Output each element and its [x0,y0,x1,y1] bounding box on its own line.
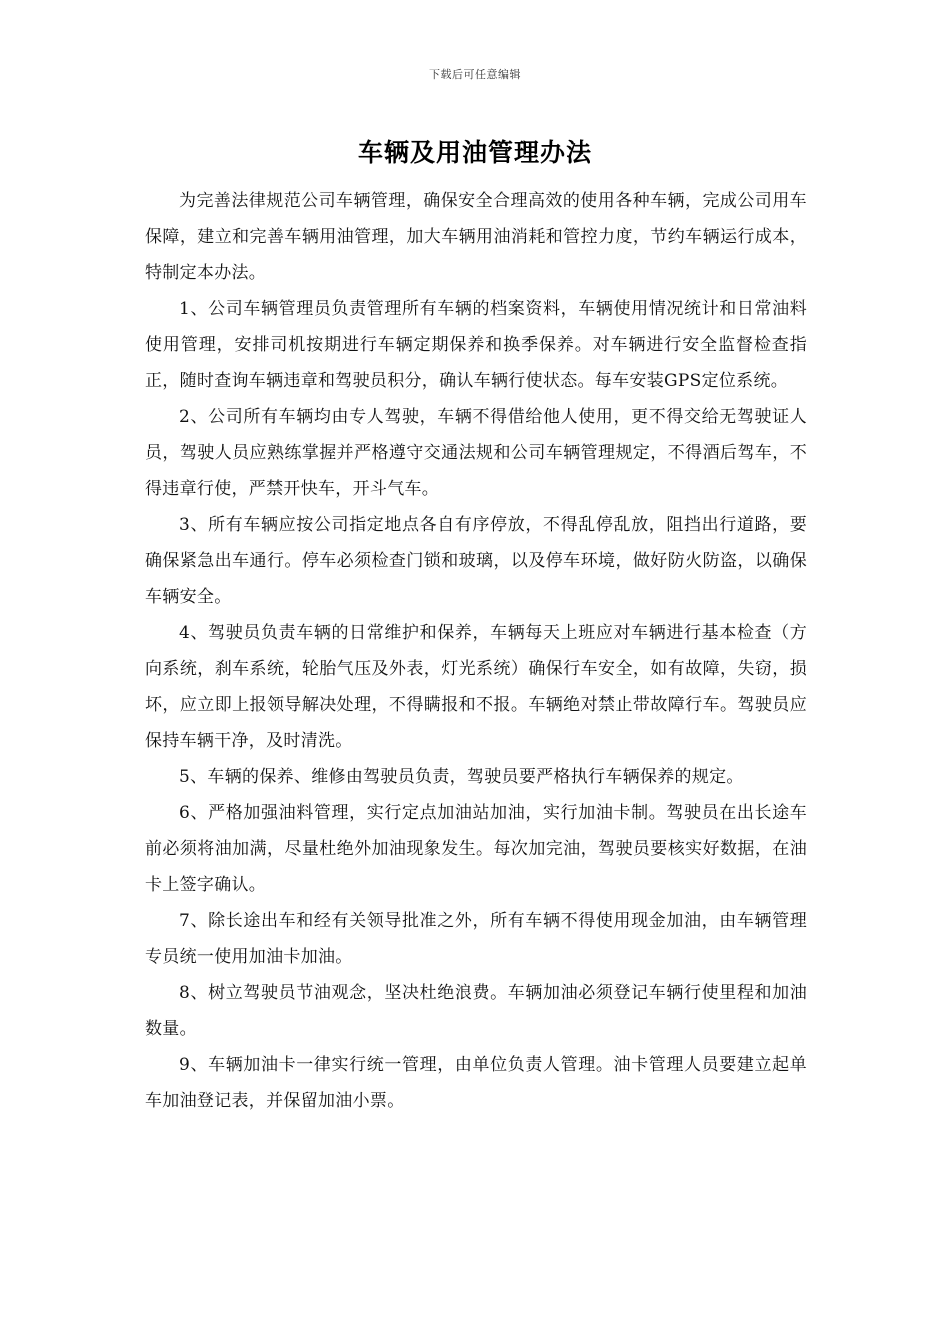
paragraph-item-3: 3、所有车辆应按公司指定地点各自有序停放，不得乱停乱放，阻挡出行道路，要确保紧急出车通行。停车必须检查门锁和玻璃，以及停车环境，做好防火防盗，以确保车辆安全。 [145,515,807,607]
paragraph-item-4: 4、驾驶员负责车辆的日常维护和保养，车辆每天上班应对车辆进行基本检查（方向系统，刹车系统，轮胎气压及外表，灯光系统）确保行车安全，如有故障，失窃，损坏，应立即上报领导解决处理，不得瞒报和不报。车辆绝对禁止带故障行车。驾驶员应保持车辆干净，及时清洗。 [145,623,807,751]
paragraph-item-6: 6、严格加强油料管理，实行定点加油站加油，实行加油卡制。驾驶员在出长途车前必须将油加满，尽量杜绝外加油现象发生。每次加完油，驾驶员要核实好数据，在油卡上签字确认。 [145,803,807,895]
document-body [145,183,807,1119]
paragraph-item-8: 8、树立驾驶员节油观念，坚决杜绝浪费。车辆加油必须登记车辆行使里程和加油数量。 [145,983,807,1039]
document-title: 车辆及用油管理办法 [357,138,592,167]
paragraph-intro: 为完善法律规范公司车辆管理，确保安全合理高效的使用各种车辆，完成公司用车保障，建立和完善车辆用油管理，加大车辆用油消耗和管控力度，节约车辆运行成本，特制定本办法。 [145,191,807,283]
header-note: 下载后可任意编辑 [429,68,521,81]
paragraph-item-1: 1、公司车辆管理员负责管理所有车辆的档案资料，车辆使用情况统计和日常油料使用管理，安排司机按期进行车辆定期保养和换季保养。对车辆进行安全监督检查指正，随时查询车辆违章和驾驶员积分，确认车辆行使状态。每车安装GPS定位系统。 [145,299,807,391]
paragraph-item-2: 2、公司所有车辆均由专人驾驶，车辆不得借给他人使用，更不得交给无驾驶证人员，驾驶人员应熟练掌握并严格遵守交通法规和公司车辆管理规定，不得酒后驾车，不得违章行使，严禁开快车，开斗气车。 [145,407,807,499]
paragraph-item-5: 5、车辆的保养、维修由驾驶员负责，驾驶员要严格执行车辆保养的规定。 [179,767,744,787]
paragraph-item-7: 7、除长途出车和经有关领导批准之外，所有车辆不得使用现金加油，由车辆管理专员统一使用加油卡加油。 [145,911,807,967]
paragraph-item-9: 9、车辆加油卡一律实行统一管理，由单位负责人管理。油卡管理人员要建立起单车加油登记表，并保留加油小票。 [145,1055,807,1111]
